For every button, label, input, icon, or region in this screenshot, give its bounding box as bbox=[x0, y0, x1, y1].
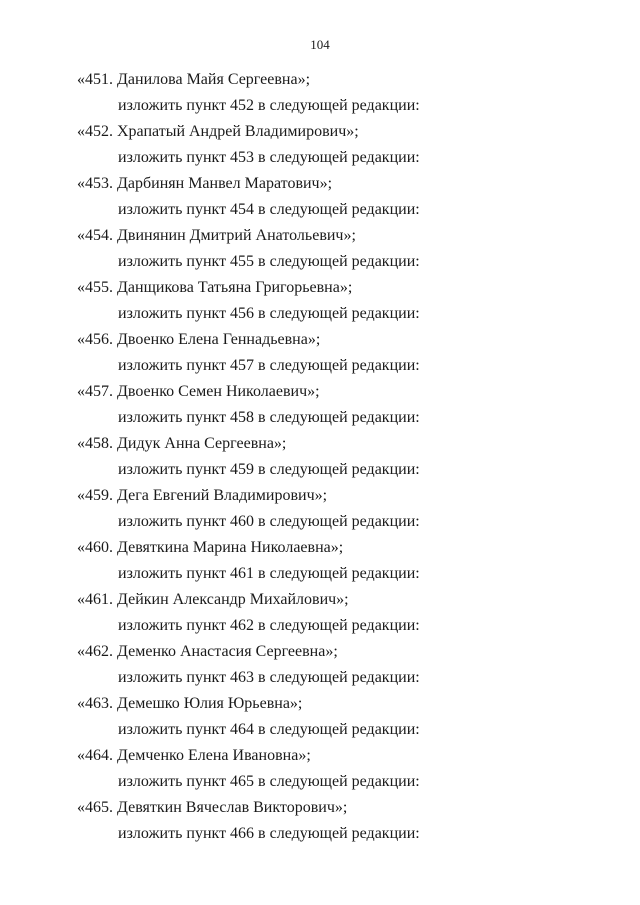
entry-name-line: «453. Дарбинян Манвел Маратович»; bbox=[77, 175, 333, 192]
list-item bbox=[0, 691, 640, 743]
entry-instruction-line: изложить пункт 462 в следующей редакции: bbox=[118, 617, 420, 634]
entry-name-line: «456. Двоенко Елена Геннадьевна»; bbox=[77, 331, 321, 348]
list-item bbox=[0, 223, 640, 275]
entry-name-line: «452. Храпатый Андрей Владимирович»; bbox=[77, 123, 359, 140]
list-item bbox=[0, 171, 640, 223]
list-item bbox=[0, 639, 640, 691]
entry-name-line: «462. Деменко Анастасия Сергеевна»; bbox=[77, 643, 338, 660]
entries-list bbox=[0, 67, 640, 847]
list-item bbox=[0, 535, 640, 587]
entry-name-line: «455. Данщикова Татьяна Григорьевна»; bbox=[77, 279, 353, 296]
entry-name-line: «459. Дега Евгений Владимирович»; bbox=[77, 487, 328, 504]
entry-name-line: «463. Демешко Юлия Юрьевна»; bbox=[77, 695, 303, 712]
entry-name-line: «461. Дейкин Александр Михайлович»; bbox=[77, 591, 349, 608]
entry-instruction-line: изложить пункт 466 в следующей редакции: bbox=[118, 825, 420, 842]
entry-name-line: «465. Девяткин Вячеслав Викторович»; bbox=[77, 799, 348, 816]
list-item bbox=[0, 67, 640, 119]
list-item bbox=[0, 119, 640, 171]
list-item bbox=[0, 379, 640, 431]
entry-name-line: «460. Девяткина Марина Николаевна»; bbox=[77, 539, 344, 556]
entry-instruction-line: изложить пункт 459 в следующей редакции: bbox=[118, 461, 420, 478]
entry-instruction-line: изложить пункт 460 в следующей редакции: bbox=[118, 513, 420, 530]
entry-name-line: «458. Дидук Анна Сергеевна»; bbox=[77, 435, 287, 452]
entry-instruction-line: изложить пункт 452 в следующей редакции: bbox=[118, 97, 420, 114]
entry-instruction-line: изложить пункт 464 в следующей редакции: bbox=[118, 721, 420, 738]
list-item bbox=[0, 431, 640, 483]
entry-instruction-line: изложить пункт 455 в следующей редакции: bbox=[118, 253, 420, 270]
entry-name-line: «464. Демченко Елена Ивановна»; bbox=[77, 747, 311, 764]
entry-name-line: «457. Двоенко Семен Николаевич»; bbox=[77, 383, 320, 400]
entry-name-line: «454. Двинянин Дмитрий Анатольевич»; bbox=[77, 227, 356, 244]
page-number: 104 bbox=[310, 37, 330, 52]
entry-instruction-line: изложить пункт 461 в следующей редакции: bbox=[118, 565, 420, 582]
list-item bbox=[0, 587, 640, 639]
entry-instruction-line: изложить пункт 454 в следующей редакции: bbox=[118, 201, 420, 218]
list-item bbox=[0, 743, 640, 795]
list-item bbox=[0, 795, 640, 847]
list-item bbox=[0, 275, 640, 327]
entry-name-line: «451. Данилова Майя Сергеевна»; bbox=[77, 71, 311, 88]
list-item bbox=[0, 483, 640, 535]
list-item bbox=[0, 327, 640, 379]
entry-instruction-line: изложить пункт 453 в следующей редакции: bbox=[118, 149, 420, 166]
entry-instruction-line: изложить пункт 458 в следующей редакции: bbox=[118, 409, 420, 426]
entry-instruction-line: изложить пункт 463 в следующей редакции: bbox=[118, 669, 420, 686]
entry-instruction-line: изложить пункт 457 в следующей редакции: bbox=[118, 357, 420, 374]
entry-instruction-line: изложить пункт 456 в следующей редакции: bbox=[118, 305, 420, 322]
entry-instruction-line: изложить пункт 465 в следующей редакции: bbox=[118, 773, 420, 790]
